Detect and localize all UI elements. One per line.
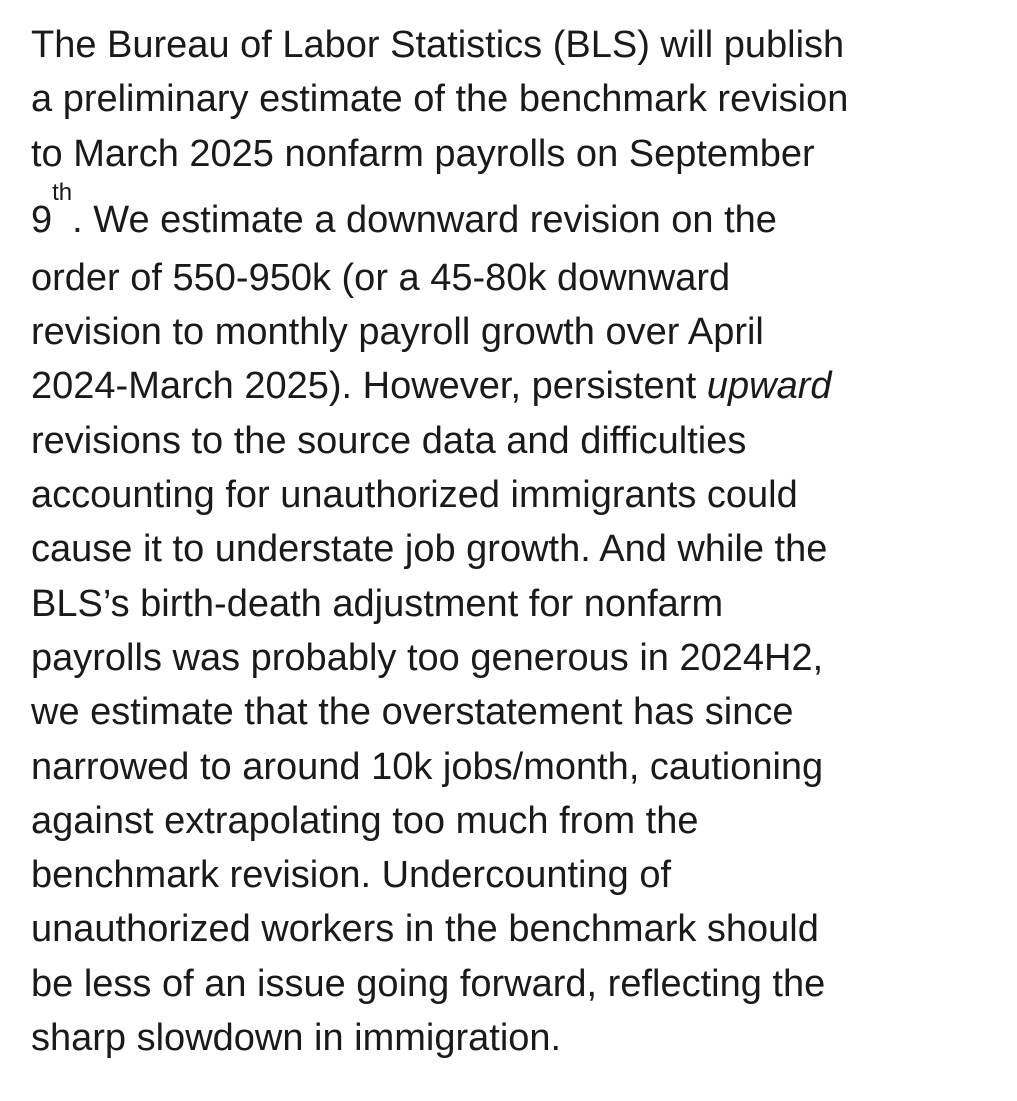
text-line-16: benchmark revision. Undercounting of — [31, 854, 672, 897]
text-line-15: against extrapolating too much from the — [31, 799, 699, 842]
text-line-12: payrolls was probably too generous in 2024H2, — [31, 636, 824, 679]
text-line-4 — [31, 178, 991, 255]
text-line-8: revisions to the source data and difficulties — [31, 419, 747, 462]
text-line-14: narrowed to around 10k jobs/month, cautioning — [31, 745, 824, 788]
text-line-7 — [31, 363, 991, 417]
text-line-1: The Bureau of Labor Statistics (BLS) will publish — [31, 24, 845, 66]
text-line-11: BLS’s birth-death adjustment for nonfarm — [31, 582, 724, 625]
text-line-17: unauthorized workers in the benchmark should — [31, 908, 819, 951]
ordinal-suffix: th — [52, 178, 73, 206]
text-line-9: accounting for unauthorized immigrants could — [31, 474, 798, 517]
text-line-19: sharp slowdown in immigration. — [31, 1017, 562, 1060]
text-line-10: cause it to understate job growth. And while the — [31, 528, 828, 571]
text-line-7-pre: 2024-March 2025). However, persistent — [31, 365, 707, 408]
document-paragraph — [31, 22, 991, 1069]
text-line-3: to March 2025 nonfarm payrolls on September — [31, 132, 815, 175]
text-line-18: be less of an issue going forward, reflecting the — [31, 962, 826, 1005]
text-line-13: we estimate that the overstatement has since — [31, 691, 794, 734]
text-line-2: a preliminary estimate of the benchmark revision — [31, 78, 849, 121]
text-line-5: order of 550-950k (or a 45-80k downward — [31, 256, 731, 299]
text-line-4-rest: . We estimate a downward revision on the — [72, 198, 777, 241]
emphasis-upward: upward — [706, 365, 832, 408]
date-day: 9 — [31, 198, 53, 241]
text-line-6: revision to monthly payroll growth over April — [31, 311, 764, 354]
